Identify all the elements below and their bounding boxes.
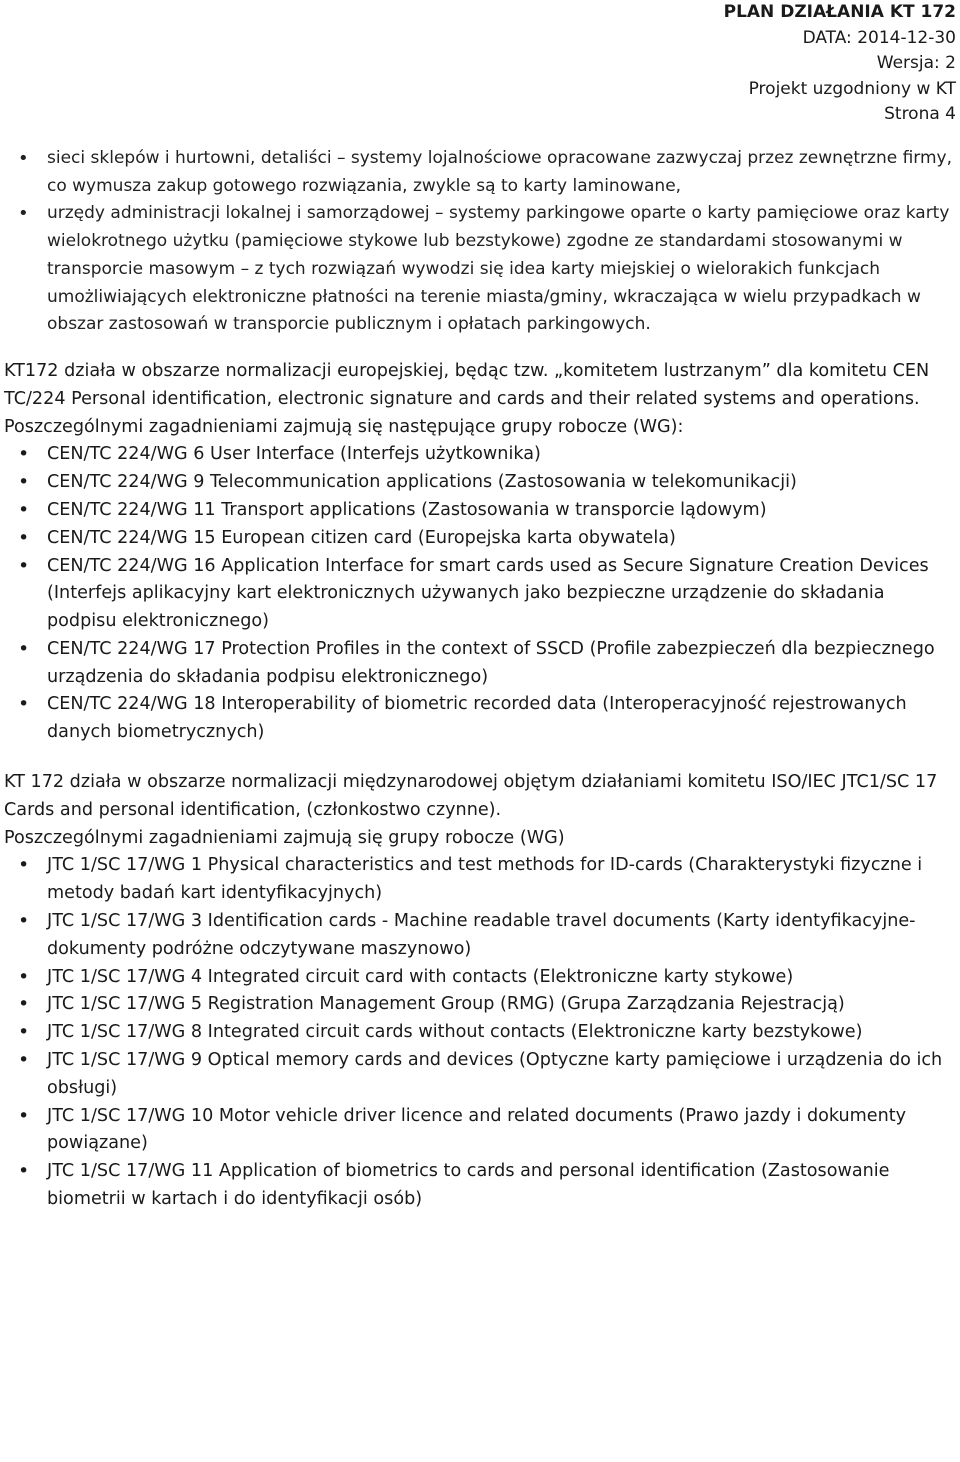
iso-working-groups-list <box>4 852 956 1213</box>
list-item: • JTC 1/SC 17/WG 10 Motor vehicle driver licence and related documents (Prawo jazdy i dokumenty powiązane) <box>4 1103 956 1159</box>
list-item: • CEN/TC 224/WG 16 Application Interface for smart cards used as Secure Signature Creation Devices (Interfejs aplikacyjny kart elektronicznych używanych jako bezpieczne urządzenie do składania podpisu elektronicznego) <box>4 553 956 636</box>
list-item: • JTC 1/SC 17/WG 5 Registration Management Group (RMG) (Grupa Zarządzania Rejestracją) <box>4 991 956 1019</box>
list-item: • JTC 1/SC 17/WG 8 Integrated circuit cards without contacts (Elektroniczne karty bezstykowe) <box>4 1019 956 1047</box>
list-item: • sieci sklepów i hurtowni, detaliści – systemy lojalnościowe opracowane zazwyczaj przez zewnętrzne firmy, co wymusza zakup gotowego rozwiązania, zwykle są to karty laminowane, <box>4 145 956 200</box>
list-item: • CEN/TC 224/WG 11 Transport applications (Zastosowania w transporcie lądowym) <box>4 497 956 525</box>
page-header <box>724 0 956 128</box>
list-item: • JTC 1/SC 17/WG 9 Optical memory cards and devices (Optyczne karty pamięciowe i urządzenia do ich obsługi) <box>4 1047 956 1103</box>
document-body <box>4 145 956 1214</box>
cen-working-groups-list <box>4 441 956 747</box>
list-item: • CEN/TC 224/WG 6 User Interface (Interfejs użytkownika) <box>4 441 956 469</box>
list-item: • CEN/TC 224/WG 9 Telecommunication applications (Zastosowania w telekomunikacji) <box>4 469 956 497</box>
list-item: • urzędy administracji lokalnej i samorządowej – systemy parkingowe oparte o karty pamięciowe oraz karty wielokrotnego użytku (pamięciowe stykowe lub bezstykowe) zgodne ze standardami stosowanymi w transporcie masowym – z tych rozwiązań wywodzi się idea karty miejskiej o wielorakich funkcjach umożliwiających elektroniczne płatności na terenie miasta/gminy, wkraczająca w wielu przypadkach w obszar zastosowań w transporcie publicznym i opłatach parkingowych. <box>4 200 956 339</box>
document-status: Projekt uzgodniony w KT <box>748 78 956 99</box>
iso-groups-intro: Poszczególnymi zagadnieniami zajmują się grupy robocze (WG) <box>4 827 565 848</box>
list-item: • CEN/TC 224/WG 17 Protection Profiles in the context of SSCD (Profile zabezpieczeń dla bezpiecznego urządzenia do składania podpisu elektronicznego) <box>4 636 956 692</box>
list-item: • CEN/TC 224/WG 15 European citizen card (Europejska karta obywatela) <box>4 525 956 553</box>
list-item: • JTC 1/SC 17/WG 11 Application of biometrics to cards and personal identification (Zastosowanie biometrii w kartach i do identyfikacji osób) <box>4 1158 956 1214</box>
list-item: • JTC 1/SC 17/WG 3 Identification cards - Machine readable travel documents (Karty identyfikacyjne- dokumenty podróżne odczytywane maszynowo) <box>4 908 956 964</box>
cen-groups-intro: Poszczególnymi zagadnieniami zajmują się następujące grupy robocze (WG): <box>4 416 684 437</box>
list-item: • CEN/TC 224/WG 18 Interoperability of biometric recorded data (Interoperacyjność rejestrowanych danych biometrycznych) <box>4 691 956 747</box>
document-version: Wersja: 2 <box>876 53 956 73</box>
intro-list <box>4 145 956 339</box>
iso-paragraph: KT 172 działa w obszarze normalizacji międzynarodowej objętym działaniami komitetu ISO/IEC JTC1/SC 17 Cards and personal identification, (członkostwo czynne). <box>4 772 938 820</box>
list-item: • JTC 1/SC 17/WG 4 Integrated circuit card with contacts (Elektroniczne karty stykowe) <box>4 964 956 992</box>
document-date: DATA: 2014-12-30 <box>802 27 956 48</box>
list-item: • JTC 1/SC 17/WG 1 Physical characteristics and test methods for ID-cards (Charakterystyki fizyczne i metody badań kart identyfikacyjnych) <box>4 852 956 908</box>
page-number: Strona 4 <box>884 104 956 124</box>
document-title: PLAN DZIAŁANIA KT 172 <box>723 2 956 22</box>
cen-paragraph: KT172 działa w obszarze normalizacji europejskiej, będąc tzw. „komitetem lustrzanym” dla komitetu CEN TC/224 Personal identification, electronic signature and cards and their related systems and operations. <box>4 360 930 409</box>
